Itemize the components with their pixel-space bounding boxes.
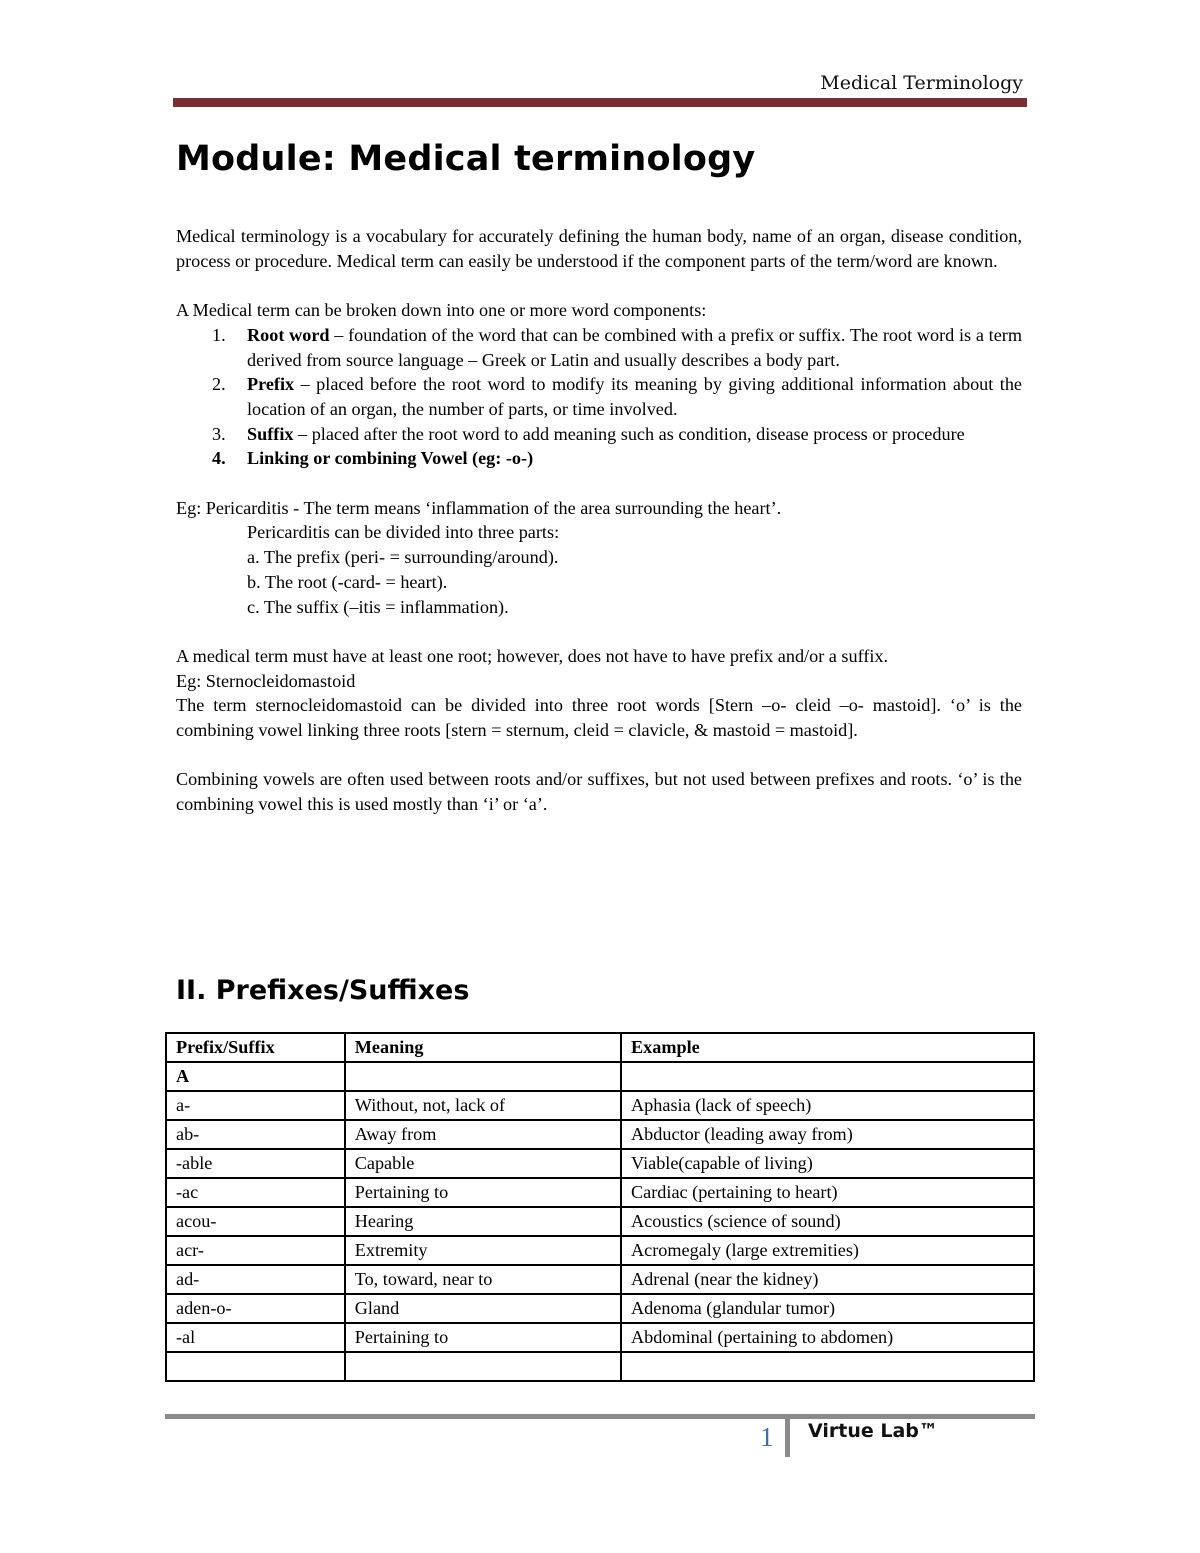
table-cell: Acromegaly (large extremities) [621,1236,1034,1265]
example-part: a. The prefix (peri- = surrounding/around). [247,547,559,568]
table-cell [166,1352,345,1381]
table-cell: -ac [166,1178,345,1207]
column-header: Prefix/Suffix [166,1033,345,1062]
table-cell [345,1062,621,1091]
components-lead: A Medical term can be broken down into one or more word components: [176,300,707,321]
table-cell: Cardiac (pertaining to heart) [621,1178,1034,1207]
list-item: 4. Linking or combining Vowel (eg: -o-) [212,448,534,469]
table-cell: Pertaining to [345,1178,621,1207]
table-row [166,1323,1034,1352]
table-row [166,1178,1034,1207]
header-rule [173,98,1027,107]
list-item: 3. Suffix – placed after the root word to add meaning such as condition, disease process or procedure [212,423,965,444]
column-header: Example [621,1033,1034,1062]
footer-rule [165,1414,1035,1419]
table-cell: To, toward, near to [345,1265,621,1294]
table-cell [621,1352,1034,1381]
term-suffix: Suffix [247,423,294,444]
term-linking-vowel: Linking or combining Vowel (eg: -o-) [247,448,534,469]
table-row [166,1207,1034,1236]
table-cell: Extremity [345,1236,621,1265]
root-rule-line: A medical term must have at least one root; however, does not have to have prefix and/or a suffix. [176,645,889,666]
table-cell: Away from [345,1120,621,1149]
table-cell: Abductor (leading away from) [621,1120,1034,1149]
table-cell: acou- [166,1207,345,1236]
table-cell: aden-o- [166,1294,345,1323]
table-cell: Adenoma (glandular tumor) [621,1294,1034,1323]
intro-paragraph: Medical terminology is a vocabulary for accurately defining the human body, name of an organ, disease condition, process or procedure. Medical term can easily be understood if the component parts of the term/word are known. [176,226,1022,271]
table-cell: Abdominal (pertaining to abdomen) [621,1323,1034,1352]
example-part: b. The root (-card- = heart). [247,571,448,592]
body-text [176,224,1022,817]
example-pericarditis: Eg: Pericarditis - The term means ‘inflammation of the area surrounding the heart’. [176,497,782,518]
table-cell: ab- [166,1120,345,1149]
term-prefix: Prefix [247,374,295,395]
table-row [166,1091,1034,1120]
table-cell: Gland [345,1294,621,1323]
vowels-paragraph: Combining vowels are often used between roots and/or suffixes, but not used between prefixes and roots. ‘o’ is the combining vowel this is used mostly than ‘i’ or ‘a’. [176,769,1022,815]
table-cell: Adrenal (near the kidney) [621,1265,1034,1294]
root-rule-explanation: The term sternocleidomastoid can be divided into three root words [Stern –o- cleid –o- mastoid]. ‘o’ is the combining vowel linking three roots [stern = sternum, cleid = clavicle, & mastoid = mastoid]. [176,695,1022,741]
table-cell [621,1062,1034,1091]
table-cell: acr- [166,1236,345,1265]
footer-divider [785,1419,790,1457]
list-item: 2. Prefix – placed before the root word to modify its meaning by giving additional information about the location of an organ, the number of parts, or time involved. [212,374,1022,419]
example-part: c. The suffix (–itis = inflammation). [247,596,509,617]
table-cell [345,1352,621,1381]
table-row-empty [166,1352,1034,1381]
term-root-word: Root word [247,324,330,345]
table-cell: Without, not, lack of [345,1091,621,1120]
table-row [166,1236,1034,1265]
table-row [166,1149,1034,1178]
table-row [166,1265,1034,1294]
table-cell: ad- [166,1265,345,1294]
table-cell: -al [166,1323,345,1352]
table-cell: Pertaining to [345,1323,621,1352]
table-cell: Acoustics (science of sound) [621,1207,1034,1236]
table-header-row [166,1033,1034,1062]
table-row [166,1062,1034,1091]
table-cell: Viable(capable of living) [621,1149,1034,1178]
section-heading: II. Prefixes/Suffixes [176,975,470,1006]
letter-cell: A [166,1062,345,1091]
example-sub: Pericarditis can be divided into three parts: [247,522,560,543]
page-number: 1 [760,1422,774,1452]
root-rule-example: Eg: Sternocleidomastoid [176,670,356,691]
list-item: 1. Root word – foundation of the word that can be combined with a prefix or suffix. The root word is a term derived from source language – Greek or Latin and usually describes a body part. [212,324,1022,370]
prefix-suffix-table [165,1032,1035,1382]
table-row [166,1120,1034,1149]
module-title: Module: Medical terminology [176,139,756,179]
table-cell: Hearing [345,1207,621,1236]
running-header: Medical Terminology [820,72,1023,94]
table-cell: Aphasia (lack of speech) [621,1091,1034,1120]
footer-brand: Virtue Lab™ [808,1420,938,1442]
components-list [176,323,1022,471]
table-cell: a- [166,1091,345,1120]
table-row [166,1294,1034,1323]
table-cell: Capable [345,1149,621,1178]
column-header: Meaning [345,1033,621,1062]
table-cell: -able [166,1149,345,1178]
